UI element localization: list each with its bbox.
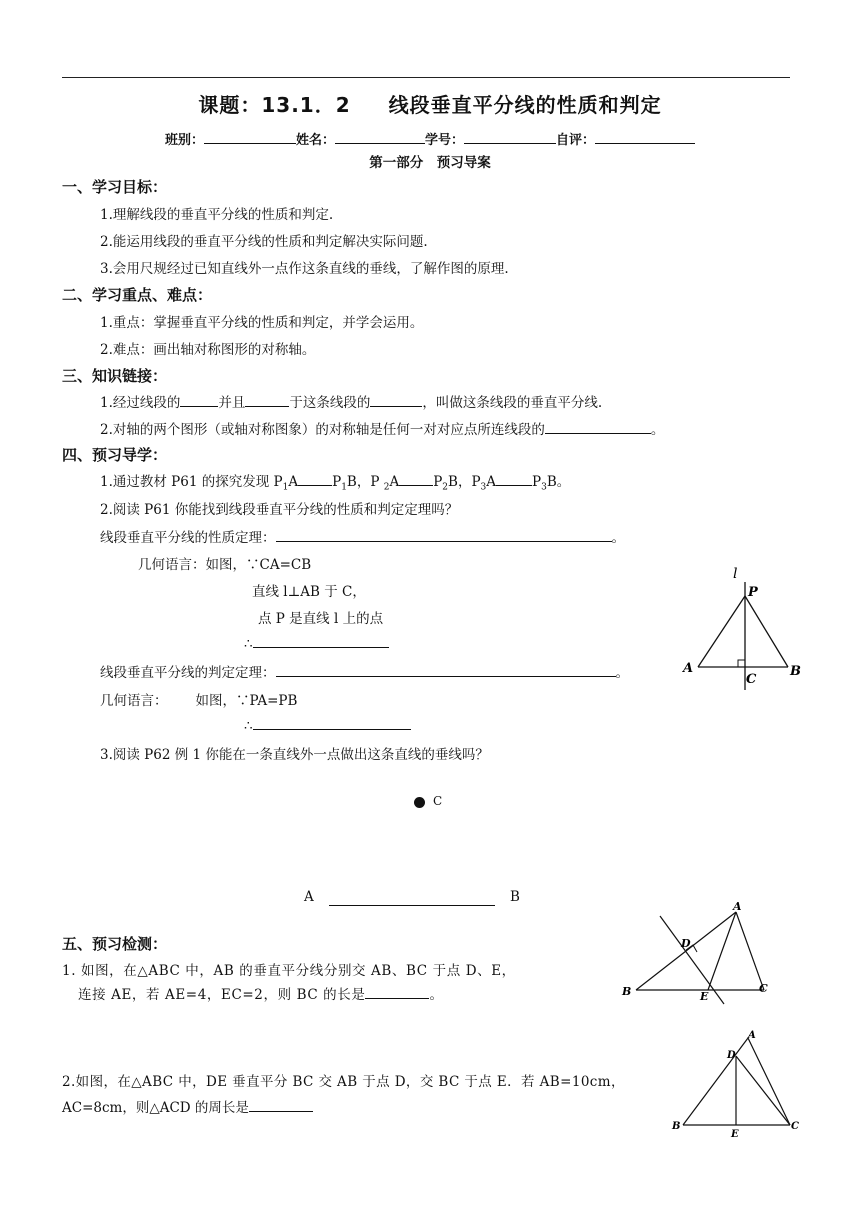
label-c: C [746,672,757,687]
text-segment: 于这条线段的 [289,395,371,411]
page-title [0,89,860,118]
label-l: l [733,566,738,582]
label-a: A [748,1030,756,1041]
geometry-language-1: 几何语言：如图，∵CA=CB [138,557,312,573]
text-segment: 连接 AE，若 AE=4，EC=2，则 BC 的长是 [78,987,366,1003]
point-c-label: C [433,794,443,808]
text-segment: 1.经过线段的 [100,395,181,411]
section-1-heading: 一、学习目标： [62,178,168,196]
subscript: 3 [541,482,547,493]
text-segment: B，P [448,474,481,490]
text-segment: 。 [429,987,444,1003]
subscript: 3 [480,482,487,493]
therefore-symbol: ∴ [244,718,253,734]
section-3-heading: 三、知识链接： [62,367,168,385]
list-item: 2.能运用线段的垂直平分线的性质和判定解决实际问题. [100,234,428,250]
question-2-line-1: 2.如图，在△ABC 中，DE 垂直平分 BC 交 AB 于点 D，交 BC 于点 E．若 AB=10cm， [62,1074,625,1090]
class-label: 班别： [164,133,204,148]
list-item: 1.重点：掌握垂直平分线的性质和判定，并学会运用。 [100,315,424,331]
subscript: 2 [442,482,449,493]
guide-line-1 [100,470,570,493]
judgment-theorem-line [100,661,629,681]
label-d: D [681,937,691,950]
label-e: E [700,990,709,1003]
label-d: D [727,1050,736,1061]
therefore-line-1 [244,634,389,652]
label-b: B [790,664,801,679]
label-c: C [759,982,768,995]
subscript: 1 [341,482,347,493]
point-c-dot [414,797,425,808]
therefore-line-2 [244,716,411,734]
blank-field[interactable] [249,1098,313,1112]
blank-field[interactable] [253,716,411,730]
question-1-line-1: 1. 如图，在△ABC 中，AB 的垂直平分线分别交 AB、BC 于点 D、E， [62,963,516,979]
knowledge-line-2 [100,418,664,438]
figure-question-2 [670,1030,810,1142]
blank-field[interactable] [276,528,612,542]
label-b: B [672,1121,681,1132]
blank-field[interactable] [365,985,429,999]
segment-ab [329,905,495,906]
blank-field[interactable] [399,472,433,486]
part-title: 第一部分 预习导案 [369,155,491,171]
subscript: 2 [383,482,390,493]
question-1-line-2 [78,983,444,1003]
student-info-row [0,129,860,148]
text-segment: A [288,474,299,490]
blank-field[interactable] [370,393,422,407]
top-rule [62,77,790,78]
text-segment: P [532,474,542,490]
segment-ae [708,912,736,990]
guide-line-2: 2.阅读 P61 你能找到线段垂直平分线的性质和判定定理吗？ [100,502,459,518]
question-2-line-2 [62,1096,313,1116]
id-field[interactable] [464,129,556,144]
list-item: 3.会用尺规经过已知直线外一点作这条直线的垂线，了解作图的原理. [100,261,509,277]
blank-field[interactable] [245,393,289,407]
name-label: 姓名： [295,133,335,148]
text-segment: 。 [615,665,629,681]
text-segment: B，P [346,474,384,490]
point-b-label: B [510,889,520,905]
text-segment: 。 [650,422,665,438]
label-p: P [748,585,758,600]
guide-line-3: 3.阅读 P62 例 1 你能在一条直线外一点做出这条直线的垂线吗？ [100,747,489,763]
list-item: 1.理解线段的垂直平分线的性质和判定. [100,207,334,223]
blank-field[interactable] [180,393,218,407]
point-a-label: A [304,889,314,905]
section-2-heading: 二、学习重点、难点： [62,286,213,304]
segment-ac [736,912,764,990]
text-segment: 1.通过教材 P61 的探究发现 P [100,474,283,490]
segment-ac [748,1038,790,1125]
geometry-language-2: 直线 l⊥AB 于 C， [252,584,366,600]
name-field[interactable] [335,129,425,144]
segment-pb [745,596,788,667]
segment-pa [698,596,745,667]
geometry-language-3: 点 P 是直线 l 上的点 [258,611,384,627]
eval-field[interactable] [595,129,695,144]
text-segment: 如图，∵PA=PB [195,693,298,709]
blank-field[interactable] [276,663,616,677]
text-segment: 。 [611,530,625,546]
judgment-label: 线段垂直平分线的判定定理： [100,665,276,681]
text-segment: ，叫做这条线段的垂直平分线. [422,395,603,411]
figure-perpendicular-bisector [676,560,806,710]
property-theorem-line [100,526,625,546]
label-a: A [683,661,694,676]
text-segment: AC=8cm，则△ACD 的周长是 [62,1100,249,1116]
title-code: 课题：13.1．2 [198,93,351,117]
subscript: 1 [282,482,289,493]
blank-field[interactable] [253,634,389,648]
label-b: B [622,985,632,998]
text-segment: 并且 [218,395,246,411]
text-segment: 几何语言： [100,693,168,709]
section-4-heading: 四、预习导学： [62,446,168,464]
id-label: 学号： [425,133,465,148]
geometry-language-4 [100,689,297,709]
text-segment: 2.对轴的两个图形（或轴对称图象）的对称轴是任何一对对应点所连线段的 [100,422,545,438]
list-item: 2.难点：画出轴对称图形的对称轴。 [100,342,316,358]
eval-label: 自评： [556,133,596,148]
text-segment: B。 [546,474,571,490]
figure-question-1 [616,898,776,1018]
label-e: E [731,1129,739,1140]
class-field[interactable] [204,129,296,144]
segment-dc [736,1056,790,1125]
segment-ba [683,1038,748,1125]
right-angle-mark [738,660,745,667]
section-5-heading: 五、预习检测： [62,935,168,953]
text-segment: P [332,474,342,490]
label-a: A [733,900,742,913]
text-segment: A [486,474,497,490]
text-segment: P [433,474,443,490]
blank-field[interactable] [298,472,332,486]
property-label: 线段垂直平分线的性质定理： [100,530,276,546]
label-c: C [791,1121,799,1132]
blank-field[interactable] [496,472,532,486]
therefore-symbol: ∴ [244,636,253,652]
text-segment: A [389,474,400,490]
title-text: 线段垂直平分线的性质和判定 [388,93,662,117]
blank-field[interactable] [545,420,651,434]
knowledge-line-1 [100,391,602,411]
